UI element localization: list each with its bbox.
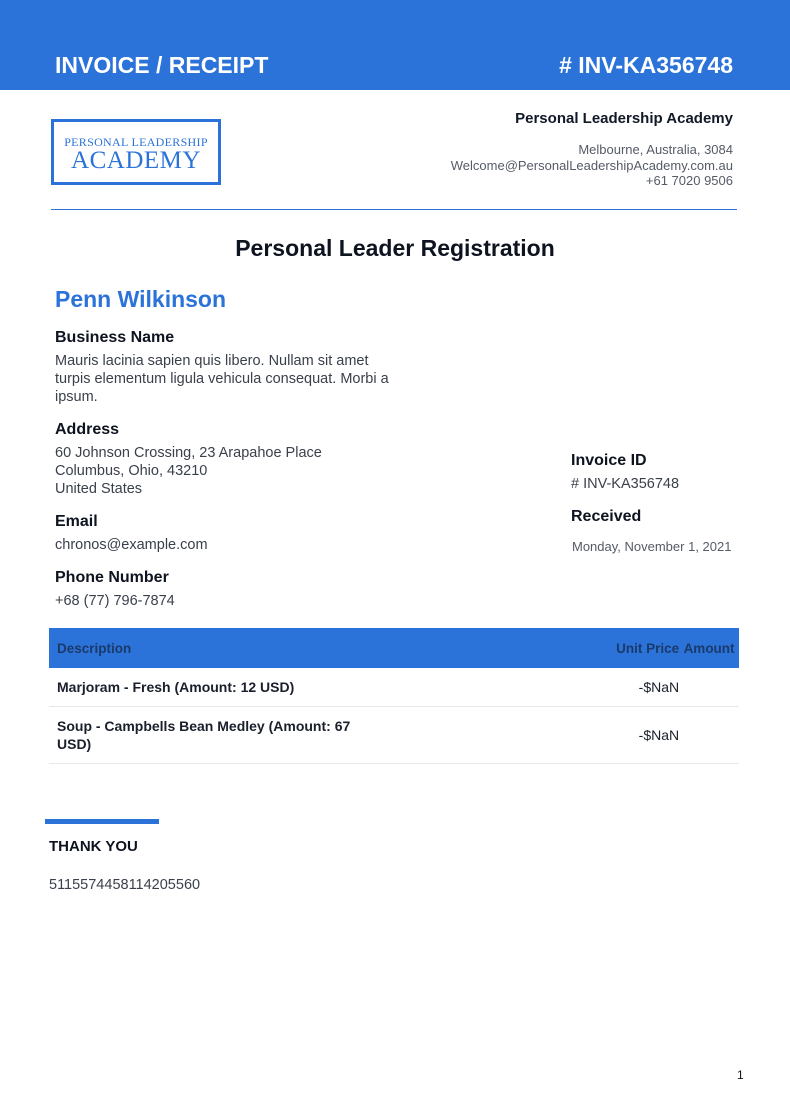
address-label: Address [55,421,120,438]
item-amount [679,668,739,707]
company-name: Personal Leadership Academy [515,110,733,127]
table-row [49,668,739,707]
item-unit-price: -$NaN [354,668,680,707]
received-date: Monday, November 1, 2021 [572,539,732,554]
line-items-table [49,628,739,764]
received-label: Received [571,508,642,525]
table-row [49,707,739,764]
email-label: Email [55,513,98,530]
header-divider [51,209,737,210]
company-phone: +61 7020 9506 [645,173,733,188]
thank-you-label: THANK YOU [49,838,138,855]
address-line-1: 60 Johnson Crossing, 23 Arapahoe Place [55,445,322,461]
academy-logo [51,119,221,185]
header-invoice-number: # INV-KA356748 [559,52,733,78]
document-type-title: INVOICE / RECEIPT [55,52,269,78]
email-value: chronos@example.com [55,537,208,553]
company-email: Welcome@PersonalLeadershipAcademy.com.au [450,157,733,173]
page-number: 1 [737,1068,744,1082]
logo-line-top: PERSONAL LEADERSHIP [64,135,208,149]
invoice-id-value: # INV-KA356748 [571,476,680,492]
column-header-unit-price: Unit Price [354,628,680,668]
logo-line-bottom: ACADEMY [71,147,201,174]
company-address: Melbourne, Australia, 3084 [578,142,733,157]
document-title: Personal Leader Registration [235,235,555,261]
item-description: Marjoram - Fresh (Amount: 12 USD) [49,668,354,707]
column-header-amount: Amount [679,628,739,668]
item-description: Soup - Campbells Bean Medley (Amount: 67 USD) [49,707,354,764]
phone-label: Phone Number [55,569,169,586]
header-band [0,0,790,90]
address-value [55,444,395,498]
phone-value: +68 (77) 796-7874 [55,593,175,609]
column-header-description: Description [49,628,354,668]
business-name-label: Business Name [55,329,175,346]
thank-you-accent-bar [45,819,159,824]
address-line-3: United States [55,481,143,497]
invoice-id-label: Invoice ID [571,452,647,469]
item-unit-price: -$NaN [354,707,680,764]
customer-name: Penn Wilkinson [55,286,227,312]
table-header-row [49,628,739,668]
company-info [373,109,733,189]
address-line-2: Columbus, Ohio, 43210 [55,463,208,479]
business-name-value: Mauris lacinia sapien quis libero. Nullam sit amet turpis elementum ligula vehicula consequat. Morbi a ipsum. [55,353,389,405]
reference-number: 5115574458114205560 [49,877,201,893]
item-amount [679,707,739,764]
